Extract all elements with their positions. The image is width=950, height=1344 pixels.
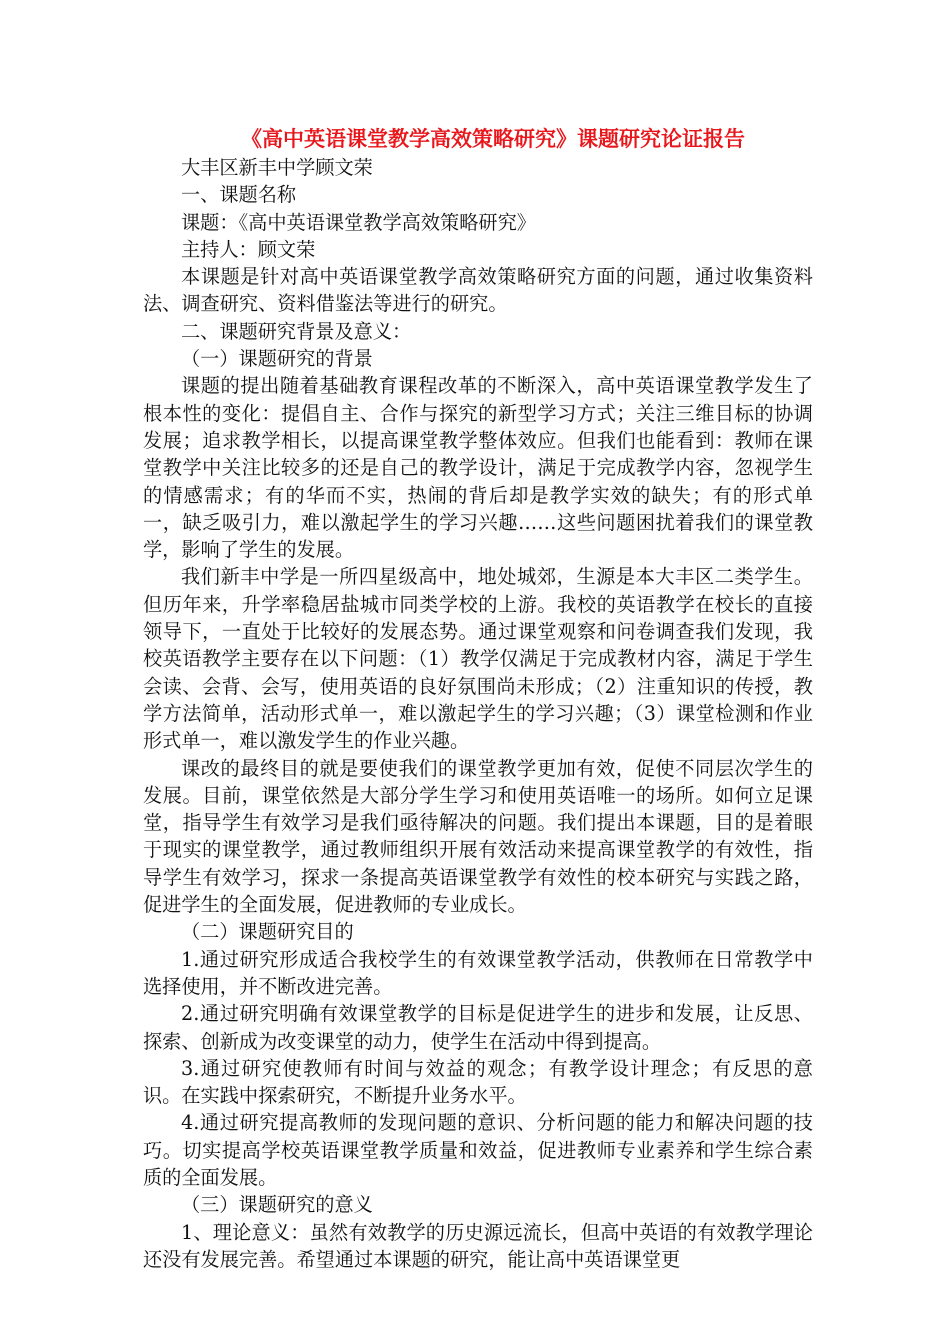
host-line: 主持人：顾文荣	[181, 237, 316, 261]
topic-description: 本课题是针对高中英语课堂教学高效策略研究方面的问题，通过收集资料法、调查研究、资料借鉴法等进行的研究。	[143, 265, 813, 316]
background-paragraph-2: 我们新丰中学是一所四星级高中，地处城郊，生源是本大丰区二类学生。但历年来，升学率稳居盐城市同类学校的上游。我校的英语教学在校长的直接领导下，一直处于比较好的发展态势。通过课堂观察和问卷调查我们发现，我校英语教学主要存在以下问题：（1）教学仅满足于完成教材内容，满足于学生会读、会背、会写，使用英语的良好氛围尚未形成；（2）注重知识的传授，教学方法简单，活动形式单一，难以激起学生的学习兴趣；（3）课堂检测和作业形式单一，难以激发学生的作业兴趣。	[143, 565, 813, 753]
section-2-3-heading: （三）课题研究的意义	[181, 1193, 373, 1217]
purpose-item-1: 1.通过研究形成适合我校学生的有效课堂教学活动，供教师在日常教学中选择使用，并不断改进完善。	[143, 947, 813, 998]
purpose-item-4: 4.通过研究提高教师的发现问题的意识、分析问题的能力和解决问题的技巧。切实提高学校英语课堂教学质量和效益，促进教师专业素养和学生综合素质的全面发展。	[143, 1111, 813, 1189]
document-page	[143, 124, 813, 1273]
section-2-1-heading: （一）课题研究的背景	[181, 347, 373, 371]
purpose-item-3: 3.通过研究使教师有时间与效益的观念；有教学设计理念；有反思的意识。在实践中探索研究，不断提升业务水平。	[143, 1056, 813, 1108]
topic-line: 课题：《高中英语课堂教学高效策略研究》	[181, 210, 536, 234]
section-1-heading: 一、课题名称	[181, 183, 297, 207]
document-title: 《高中英语课堂教学高效策略研究》课题研究论证报告	[241, 126, 745, 151]
purpose-item-2: 2.通过研究明确有效课堂教学的目标是促进学生的进步和发展，让反思、探索、创新成为改变课堂的动力，使学生在活动中得到提高。	[143, 1002, 813, 1053]
background-paragraph-3: 课改的最终目的就是要使我们的课堂教学更加有效，促使不同层次学生的发展。目前，课堂依然是大部分学生学习和使用英语唯一的场所。如何立足课堂，指导学生有效学习是我们亟待解决的问题。我们提出本课题，目的是着眼于现实的课堂教学，通过教师组织开展有效活动来提高课堂教学的有效性，指导学生有效学习，探求一条提高英语课堂教学有效性的校本研究与实践之路，促进学生的全面发展，促进教师的专业成长。	[143, 756, 813, 917]
author-line: 大丰区新丰中学顾文荣	[181, 156, 373, 179]
section-2-heading: 二、课题研究背景及意义：	[181, 319, 412, 343]
significance-paragraph-1: 1、理论意义：虽然有效教学的历史源远流长，但高中英语的有效教学理论还没有发展完善。希望通过本课题的研究，能让高中英语课堂更	[143, 1220, 813, 1271]
section-2-2-heading: （二）课题研究目的	[181, 920, 354, 944]
background-paragraph-1: 课题的提出随着基础教育课程改革的不断深入，高中英语课堂教学发生了根本性的变化：提倡自主、合作与探究的新型学习方式；关注三维目标的协调发展；追求教学相长，以提高课堂教学整体效应。但我们也能看到：教师在课堂教学中关注比较多的还是自己的教学设计，满足于完成教学内容，忽视学生的情感需求；有的华而不实，热闹的背后却是教学实效的缺失；有的形式单一，缺乏吸引力，难以激起学生的学习兴趣……这些问题困扰着我们的课堂教学，影响了学生的发展。	[143, 374, 813, 562]
